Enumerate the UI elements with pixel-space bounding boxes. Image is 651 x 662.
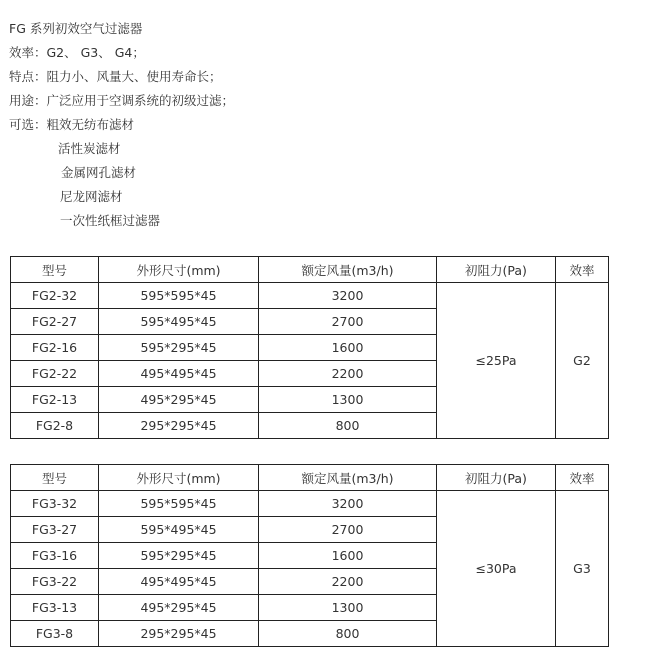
option-item: 金属网孔滤材 (61, 165, 137, 180)
cell-airflow: 800 (259, 621, 437, 647)
cell-model: FG2-13 (11, 387, 99, 413)
spec-table-g2 (10, 256, 609, 439)
cell-size: 495*295*45 (99, 387, 259, 413)
header-efficiency: 效率 (556, 465, 609, 491)
cell-size: 295*295*45 (99, 413, 259, 439)
usage-line: 用途：广泛应用于空调系统的初级过滤； (9, 93, 235, 108)
table-header-row (11, 257, 609, 283)
cell-size: 595*295*45 (99, 543, 259, 569)
table-row (11, 283, 609, 309)
cell-model: FG2-32 (11, 283, 99, 309)
features-line: 特点：阻力小、风量大、使用寿命长； (9, 69, 222, 84)
cell-airflow: 2700 (259, 309, 437, 335)
cell-model: FG2-22 (11, 361, 99, 387)
spec-table-g3 (10, 464, 609, 647)
header-airflow: 额定风量(m3/h) (259, 257, 437, 283)
cell-airflow: 3200 (259, 491, 437, 517)
efficiency-line: 效率：G2、 G3、 G4； (9, 45, 145, 60)
cell-model: FG3-16 (11, 543, 99, 569)
cell-airflow: 1300 (259, 387, 437, 413)
cell-model: FG2-8 (11, 413, 99, 439)
header-size: 外形尺寸(mm) (99, 257, 259, 283)
product-intro (9, 17, 234, 233)
header-model: 型号 (11, 465, 99, 491)
cell-airflow: 800 (259, 413, 437, 439)
cell-size: 295*295*45 (99, 621, 259, 647)
cell-size: 595*595*45 (99, 283, 259, 309)
header-resistance: 初阻力(Pa) (437, 257, 556, 283)
option-item: 一次性纸框过滤器 (60, 213, 161, 228)
cell-airflow: 2200 (259, 361, 437, 387)
header-airflow: 额定风量(m3/h) (259, 465, 437, 491)
cell-model: FG3-27 (11, 517, 99, 543)
cell-model: FG3-8 (11, 621, 99, 647)
option-item: 尼龙网滤材 (60, 189, 123, 204)
cell-size: 595*495*45 (99, 309, 259, 335)
cell-model: FG3-22 (11, 569, 99, 595)
cell-airflow: 3200 (259, 283, 437, 309)
cell-size: 495*495*45 (99, 569, 259, 595)
header-efficiency: 效率 (556, 257, 609, 283)
options-line: 可选：粗效无纺布滤材 (9, 117, 135, 132)
cell-efficiency: G3 (556, 491, 609, 647)
cell-size: 495*295*45 (99, 595, 259, 621)
cell-resistance: ≤30Pa (437, 491, 556, 647)
cell-size: 595*495*45 (99, 517, 259, 543)
header-resistance: 初阻力(Pa) (437, 465, 556, 491)
cell-airflow: 1600 (259, 543, 437, 569)
cell-model: FG3-32 (11, 491, 99, 517)
cell-airflow: 1600 (259, 335, 437, 361)
table-row (11, 491, 609, 517)
cell-size: 595*595*45 (99, 491, 259, 517)
cell-size: 495*495*45 (99, 361, 259, 387)
cell-efficiency: G2 (556, 283, 609, 439)
header-model: 型号 (11, 257, 99, 283)
cell-airflow: 2700 (259, 517, 437, 543)
cell-airflow: 1300 (259, 595, 437, 621)
cell-resistance: ≤25Pa (437, 283, 556, 439)
option-item: 活性炭滤材 (58, 141, 121, 156)
cell-model: FG2-16 (11, 335, 99, 361)
table-header-row (11, 465, 609, 491)
cell-size: 595*295*45 (99, 335, 259, 361)
cell-model: FG3-13 (11, 595, 99, 621)
cell-model: FG2-27 (11, 309, 99, 335)
cell-airflow: 2200 (259, 569, 437, 595)
header-size: 外形尺寸(mm) (99, 465, 259, 491)
product-title: FG 系列初效空气过滤器 (9, 21, 143, 36)
